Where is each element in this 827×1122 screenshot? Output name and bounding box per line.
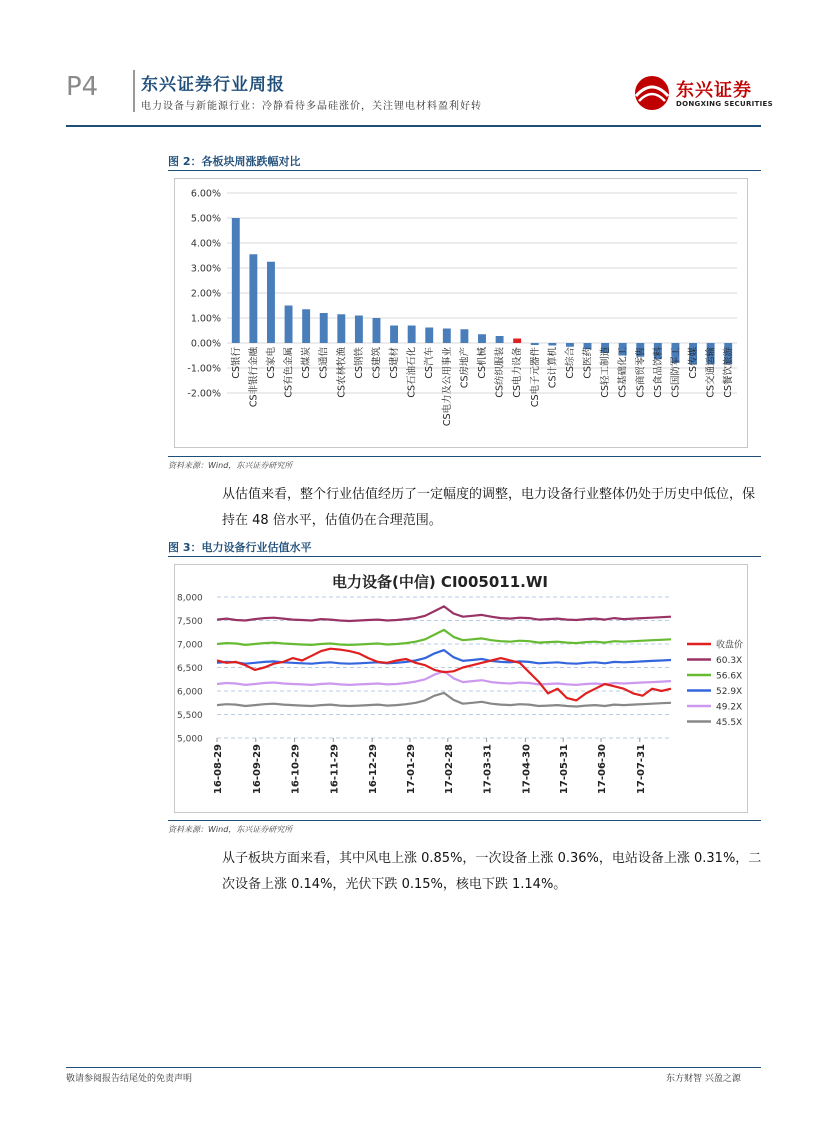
x-tick-label: CS家电 xyxy=(265,347,277,379)
bar xyxy=(390,326,398,344)
line-chart-frame xyxy=(174,564,748,813)
bar xyxy=(285,306,293,344)
x-tick-label: 17-06-30 xyxy=(597,744,609,795)
bar xyxy=(531,343,539,345)
bar xyxy=(548,343,556,346)
bar xyxy=(302,309,310,343)
bar xyxy=(443,329,451,344)
x-tick-label: 16-12-29 xyxy=(368,744,380,795)
x-tick-label: CS纺织服装 xyxy=(494,347,506,398)
legend-label: 56.6X xyxy=(716,671,743,682)
chart-title: 电力设备(中信) CI005011.WI xyxy=(332,573,548,591)
x-tick-label: 17-03-31 xyxy=(482,744,494,795)
figure-2-source: 资料来源：Wind，东兴证券研究所 xyxy=(168,461,293,470)
bar xyxy=(320,313,328,343)
y-tick-label: 2.00% xyxy=(190,288,221,300)
footer-slogan: 东方财智 兴盈之源 xyxy=(666,1074,741,1084)
x-tick-label: CS计算机 xyxy=(547,347,559,389)
y-tick-label: 5,500 xyxy=(177,711,203,721)
footer-disclaimer: 敬请参阅报告结尾处的免责声明 xyxy=(66,1074,193,1084)
series-line xyxy=(217,693,671,707)
x-tick-label: CS建材 xyxy=(389,347,401,379)
bar xyxy=(337,314,345,343)
bar xyxy=(408,326,416,344)
figure-3-title: 图 3：电力设备行业估值水平 xyxy=(168,541,312,554)
x-tick-label: CS房地产 xyxy=(459,347,471,389)
x-tick-label: CS钢铁 xyxy=(353,347,365,379)
x-tick-label: 16-08-29 xyxy=(213,744,224,795)
figure-2-bottom-rule xyxy=(168,456,761,457)
header-rule xyxy=(66,125,761,127)
bar xyxy=(460,329,468,343)
x-tick-label: 17-07-31 xyxy=(635,744,647,795)
legend-label: 45.5X xyxy=(716,718,743,728)
bar xyxy=(249,254,257,343)
x-tick-label: CS商贸零售 xyxy=(635,347,647,398)
x-tick-label: CS煤炭 xyxy=(301,347,313,379)
report-title: 东兴证券行业周报 xyxy=(141,75,285,95)
x-tick-label: 17-04-30 xyxy=(521,744,533,795)
x-tick-label: CS交通运输 xyxy=(705,347,717,398)
x-tick-label: CS餐饮旅游 xyxy=(723,347,735,398)
x-tick-label: CS汽车 xyxy=(424,347,436,379)
bar xyxy=(566,343,574,347)
x-tick-label: 16-09-29 xyxy=(251,744,263,795)
y-tick-label: 1.00% xyxy=(190,313,221,325)
legend-label: 收盘价 xyxy=(716,640,744,651)
x-tick-label: CS电力设备 xyxy=(512,347,524,398)
bar xyxy=(373,318,381,343)
x-tick-label: CS石油石化 xyxy=(406,347,418,398)
bar-chart-frame xyxy=(174,178,748,448)
figure-3-bottom-rule xyxy=(168,820,761,821)
figure-2-rule xyxy=(168,170,761,171)
figure-3-source: 资料来源：Wind，东兴证券研究所 xyxy=(168,825,293,834)
series-line xyxy=(217,630,671,645)
x-tick-label: CS食品饮料 xyxy=(652,347,664,398)
x-tick-label: CS银行 xyxy=(230,347,242,379)
y-tick-label: 6.00% xyxy=(190,188,221,200)
x-tick-label: CS电子元器件 xyxy=(529,347,541,408)
bar xyxy=(425,328,433,344)
bar-chart xyxy=(175,179,747,447)
figure-2-title: 图 2：各板块周涨跌幅对比 xyxy=(168,155,301,168)
x-tick-label: 17-05-31 xyxy=(559,744,571,795)
x-tick-label: CS通信 xyxy=(318,347,330,379)
x-tick-label: 16-10-29 xyxy=(290,744,302,795)
x-tick-label: CS轻工制造 xyxy=(600,347,612,398)
y-tick-label: 5.00% xyxy=(190,213,221,225)
y-tick-label: 3.00% xyxy=(190,263,221,275)
x-tick-label: CS非银行金融 xyxy=(248,347,260,408)
legend-label: 60.3X xyxy=(716,656,743,666)
x-tick-label: CS传媒 xyxy=(688,347,700,379)
x-tick-label: CS建筑 xyxy=(371,347,383,379)
y-tick-label: 4.00% xyxy=(190,238,221,250)
y-tick-label: 7,000 xyxy=(177,640,203,651)
y-tick-label: 7,500 xyxy=(177,617,203,627)
paragraph-subsectors: 从子板块方面来看，其中风电上涨 0.85%，一次设备上涨 0.36%，电站设备上涨 0.31%，二次设备上涨 0.14%，光伏下跌 0.15%，核电下跌 1.14%。 xyxy=(222,851,762,892)
x-tick-label: CS机械 xyxy=(477,347,488,379)
bar xyxy=(232,218,240,343)
x-tick-label: CS电力及公用事业 xyxy=(441,347,453,427)
y-tick-label: 6,500 xyxy=(177,664,203,674)
bar xyxy=(478,334,486,343)
x-tick-label: 17-02-28 xyxy=(443,744,455,795)
page-number: P4 xyxy=(66,72,99,102)
legend-label: 52.9X xyxy=(716,687,743,697)
company-logo-icon xyxy=(630,74,674,112)
logo-text: 东兴证券 xyxy=(676,80,752,101)
report-subtitle: 电力设备与新能源行业：冷静看待多晶硅涨价，关注锂电材料盈利好转 xyxy=(141,101,482,112)
x-tick-label: CS有色金属 xyxy=(283,347,295,398)
y-tick-label: -2.00% xyxy=(187,388,221,400)
y-tick-label: 6,000 xyxy=(177,687,203,698)
y-tick-label: 5,000 xyxy=(177,734,203,745)
line-chart xyxy=(175,565,747,812)
x-tick-label: CS农林牧渔 xyxy=(336,347,348,398)
series-line xyxy=(217,606,671,621)
x-tick-label: 17-01-29 xyxy=(405,744,417,795)
bar xyxy=(513,339,521,344)
bar xyxy=(496,336,504,343)
footer-rule xyxy=(66,1067,761,1068)
x-tick-label: CS综合 xyxy=(564,347,576,379)
y-tick-label: 8,000 xyxy=(177,593,203,604)
x-tick-label: CS医药 xyxy=(582,347,594,379)
logo-text-en: DONGXING SECURITIES xyxy=(676,100,773,108)
bar xyxy=(267,262,275,343)
x-tick-label: 16-11-29 xyxy=(329,744,341,795)
bar xyxy=(355,316,363,344)
paragraph-valuation: 从估值来看，整个行业估值经历了一定幅度的调整，电力设备行业整体仍处于历史中低位，保持在 48 倍水平，估值仍在合理范围。 xyxy=(222,487,756,528)
y-tick-label: -1.00% xyxy=(187,363,221,375)
header-divider xyxy=(133,70,135,112)
y-tick-label: 0.00% xyxy=(190,338,221,350)
series-line xyxy=(217,671,671,685)
x-tick-label: CS国防军工 xyxy=(670,347,682,398)
legend-label: 49.2X xyxy=(716,702,743,713)
figure-3-rule xyxy=(168,556,761,557)
x-tick-label: CS基础化工 xyxy=(617,347,629,398)
